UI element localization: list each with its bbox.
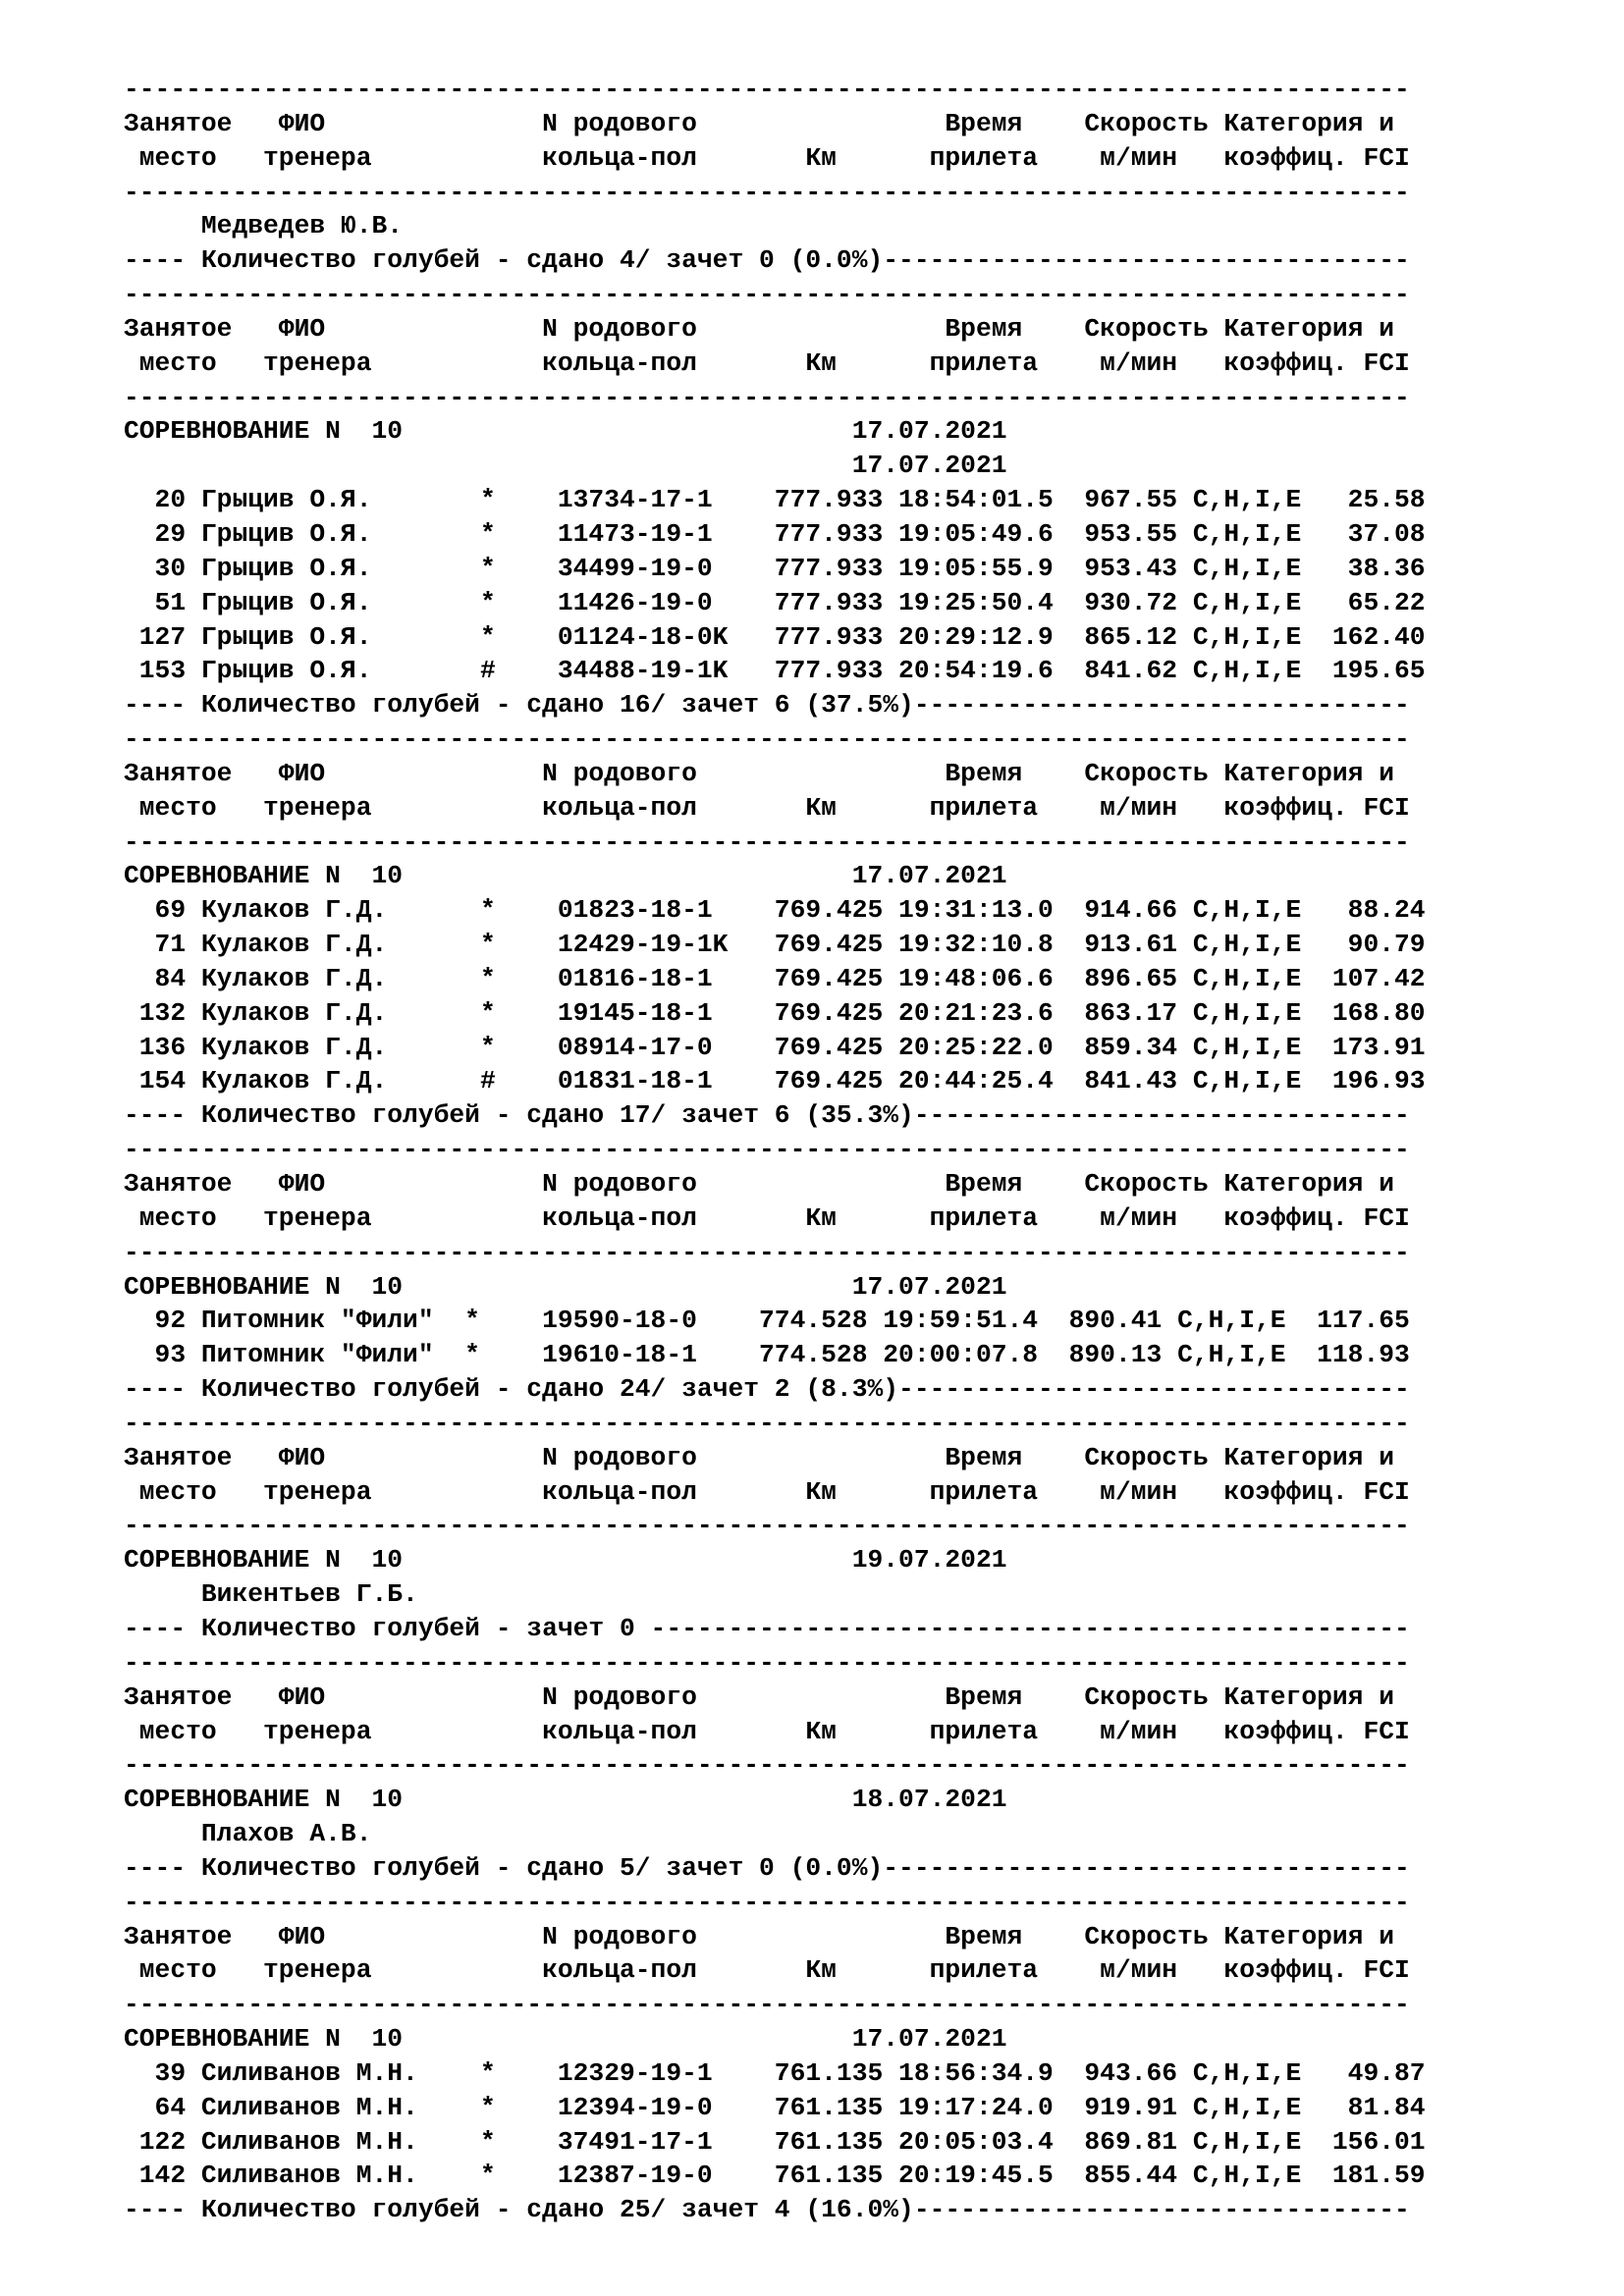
- divider-line: -----------------------------------------------------------------------------------: [124, 827, 1410, 857]
- column-header-row-1: Занятое ФИО N родового Время Скорость Категория и: [124, 1682, 1395, 1712]
- divider-line: -----------------------------------------------------------------------------------: [124, 1237, 1410, 1267]
- divider-line: -----------------------------------------------------------------------------------: [124, 280, 1410, 310]
- divider-line: -----------------------------------------------------------------------------------: [124, 1408, 1410, 1438]
- divider-line: -----------------------------------------------------------------------------------: [124, 1750, 1410, 1781]
- competition-header: СОРЕВНОВАНИЕ N 10 18.07.2021: [124, 1785, 1007, 1815]
- section-summary: ---- Количество голубей - сдано 5/ зачет 0 (0.0%)----------------------------------: [124, 1852, 1410, 1883]
- column-header-row-1: Занятое ФИО N родового Время Скорость Категория и: [124, 313, 1395, 344]
- column-header-row-2: место тренера кольца-пол Км прилета м/мин коэффиц. FCI: [124, 1202, 1410, 1233]
- section-summary: ---- Количество голубей - сдано 17/ зачет 6 (35.3%)--------------------------------: [124, 1100, 1410, 1131]
- section-summary: ---- Количество голубей - сдано 4/ зачет 0 (0.0%)----------------------------------: [124, 245, 1410, 276]
- column-header-row-2: место тренера кольца-пол Км прилета м/мин коэффиц. FCI: [124, 792, 1410, 823]
- result-row: 136 Кулаков Г.Д. * 08914-17-0 769.425 20:25:22.0 859.34 C,H,I,E 173.91: [124, 1032, 1426, 1062]
- divider-line: -----------------------------------------------------------------------------------: [124, 1511, 1410, 1541]
- column-header-row-2: место тренера кольца-пол Км прилета м/мин коэффиц. FCI: [124, 1476, 1410, 1507]
- section-summary: ---- Количество голубей - сдано 24/ зачет 2 (8.3%)---------------------------------: [124, 1374, 1410, 1405]
- competition-date: 17.07.2021: [124, 451, 1007, 481]
- result-row: 29 Грыцив О.Я. * 11473-19-1 777.933 19:05:49.6 953.55 C,H,I,E 37.08: [124, 518, 1426, 549]
- result-row: 127 Грыцив О.Я. * 01124-18-0K 777.933 20:29:12.9 865.12 C,H,I,E 162.40: [124, 621, 1426, 652]
- column-header-row-1: Занятое ФИО N родового Время Скорость Категория и: [124, 1169, 1395, 1199]
- result-row: 153 Грыцив О.Я. # 34488-19-1K 777.933 20:54:19.6 841.62 C,H,I,E 195.65: [124, 656, 1426, 686]
- divider-line: -----------------------------------------------------------------------------------: [124, 177, 1410, 207]
- participant-name: Медведев Ю.В.: [124, 211, 404, 241]
- section-summary: ---- Количество голубей - зачет 0 -------------------------------------------------: [124, 1613, 1410, 1643]
- divider-line: -----------------------------------------------------------------------------------: [124, 1887, 1410, 1917]
- result-row: 69 Кулаков Г.Д. * 01823-18-1 769.425 19:31:13.0 914.66 C,H,I,E 88.24: [124, 895, 1426, 926]
- result-row: 132 Кулаков Г.Д. * 19145-18-1 769.425 20:21:23.6 863.17 C,H,I,E 168.80: [124, 997, 1426, 1028]
- result-row: 64 Силиванов М.Н. * 12394-19-0 761.135 19:17:24.0 919.91 C,H,I,E 81.84: [124, 2092, 1426, 2122]
- participant-name: Викентьев Г.Б.: [124, 1579, 418, 1610]
- result-row: 93 Питомник "Фили" * 19610-18-1 774.528 20:00:07.8 890.13 C,H,I,E 118.93: [124, 1340, 1410, 1370]
- result-row: 20 Грыцив О.Я. * 13734-17-1 777.933 18:54:01.5 967.55 C,H,I,E 25.58: [124, 485, 1426, 515]
- divider-line: -----------------------------------------------------------------------------------: [124, 1647, 1410, 1678]
- result-row: 92 Питомник "Фили" * 19590-18-0 774.528 19:59:51.4 890.41 C,H,I,E 117.65: [124, 1306, 1410, 1336]
- column-header-row-2: место тренера кольца-пол Км прилета м/мин коэффиц. FCI: [124, 1955, 1410, 1986]
- section-summary: ---- Количество голубей - сдано 25/ зачет 4 (16.0%)--------------------------------: [124, 2195, 1410, 2225]
- result-row: 39 Силиванов М.Н. * 12329-19-1 761.135 18:56:34.9 943.66 C,H,I,E 49.87: [124, 2057, 1426, 2088]
- competition-header: СОРЕВНОВАНИЕ N 10 17.07.2021: [124, 861, 1007, 891]
- result-row: 30 Грыцив О.Я. * 34499-19-0 777.933 19:05:55.9 953.43 C,H,I,E 38.36: [124, 553, 1426, 583]
- competition-header: СОРЕВНОВАНИЕ N 10 17.07.2021: [124, 1271, 1007, 1302]
- column-header-row-2: место тренера кольца-пол Км прилета м/мин коэффиц. FCI: [124, 142, 1410, 173]
- result-row: 84 Кулаков Г.Д. * 01816-18-1 769.425 19:48:06.6 896.65 C,H,I,E 107.42: [124, 963, 1426, 993]
- section-summary: ---- Количество голубей - сдано 16/ зачет 6 (37.5%)--------------------------------: [124, 690, 1410, 721]
- column-header-row-1: Занятое ФИО N родового Время Скорость Категория и: [124, 758, 1395, 788]
- result-row: 122 Силиванов М.Н. * 37491-17-1 761.135 20:05:03.4 869.81 C,H,I,E 156.01: [124, 2126, 1426, 2157]
- results-report: [124, 73, 1597, 2227]
- result-row: 154 Кулаков Г.Д. # 01831-18-1 769.425 20:44:25.4 841.43 C,H,I,E 196.93: [124, 1066, 1426, 1096]
- divider-line: -----------------------------------------------------------------------------------: [124, 382, 1410, 412]
- result-row: 51 Грыцив О.Я. * 11426-19-0 777.933 19:25:50.4 930.72 C,H,I,E 65.22: [124, 587, 1426, 617]
- competition-header: СОРЕВНОВАНИЕ N 10 17.07.2021: [124, 2024, 1007, 2055]
- column-header-row-2: место тренера кольца-пол Км прилета м/мин коэффиц. FCI: [124, 1716, 1410, 1746]
- divider-line: -----------------------------------------------------------------------------------: [124, 1135, 1410, 1165]
- divider-line: -----------------------------------------------------------------------------------: [124, 1990, 1410, 2020]
- participant-name: Плахов А.В.: [124, 1819, 372, 1849]
- divider-line: -----------------------------------------------------------------------------------: [124, 724, 1410, 755]
- result-row: 71 Кулаков Г.Д. * 12429-19-1K 769.425 19:32:10.8 913.61 C,H,I,E 90.79: [124, 930, 1426, 960]
- column-header-row-1: Занятое ФИО N родового Время Скорость Категория и: [124, 1442, 1395, 1472]
- competition-header: СОРЕВНОВАНИЕ N 10 17.07.2021: [124, 416, 1007, 447]
- column-header-row-1: Занятое ФИО N родового Время Скорость Категория и: [124, 1921, 1395, 1951]
- column-header-row-2: место тренера кольца-пол Км прилета м/мин коэффиц. FCI: [124, 347, 1410, 378]
- result-row: 142 Силиванов М.Н. * 12387-19-0 761.135 20:19:45.5 855.44 C,H,I,E 181.59: [124, 2161, 1426, 2191]
- divider-line: -----------------------------------------------------------------------------------: [124, 75, 1410, 104]
- competition-header: СОРЕВНОВАНИЕ N 10 19.07.2021: [124, 1545, 1007, 1575]
- column-header-row-1: Занятое ФИО N родового Время Скорость Категория и: [124, 108, 1395, 138]
